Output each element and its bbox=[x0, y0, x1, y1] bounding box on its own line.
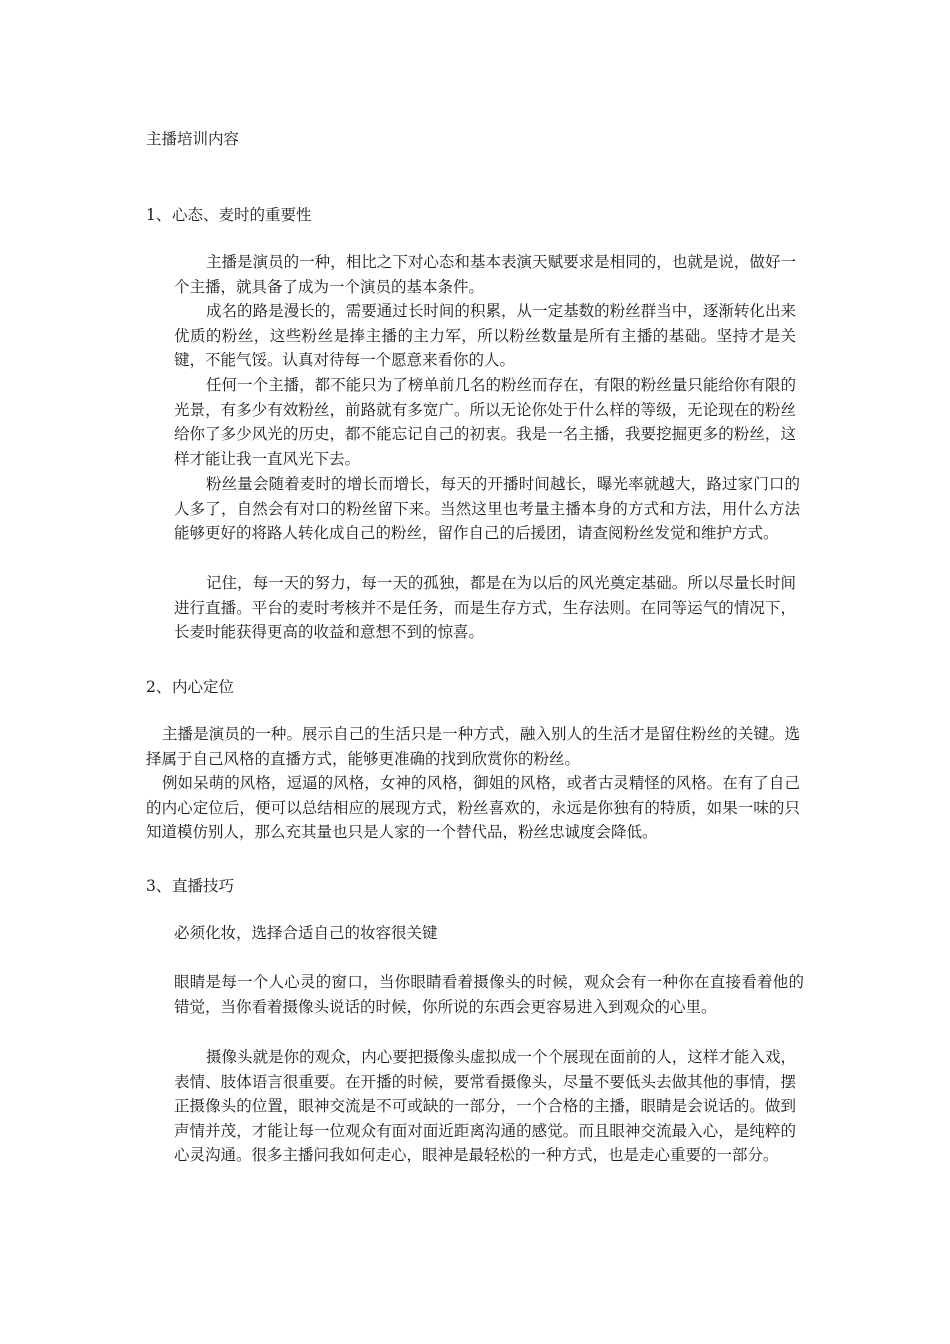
section-heading bbox=[146, 874, 234, 896]
paragraph: 粉丝量会随着麦时的增长而增长，每天的开播时间越长，曝光率就越大，路过家门口的人多了，自然会有对口的粉丝留下来。当然这里也考量主播本身的方式和方法，用什么方法能够更好的将路人转化成自己的粉丝，留作自己的后援团，请查阅粉丝发觉和维护方式。 bbox=[174, 475, 800, 542]
paragraph: 主播是演员的一种。展示自己的生活只是一种方式，融入别人的生活才是留住粉丝的关键。选择属于自己风格的直播方式，能够更准确的找到欣赏你的粉丝。 bbox=[146, 725, 800, 768]
paragraph: 摄像头就是你的观众，内心要把摄像头虚拟成一个个展现在面前的人，这样才能入戏，表情、肢体语言很重要。在开播的时候，要常看摄像头，尽量不要低头去做其他的事情，摆正摄像头的位置，眼神交流是不可或缺的一部分，一个合格的主播，眼睛是会说话的。做到声情并茂，才能让每一位观众有面对面近距离沟通的感觉。而且眼神交流最入心，是纯粹的心灵沟通。很多主播问我如何走心，眼神是最轻松的一种方式，也是走心重要的一部分。 bbox=[174, 1048, 796, 1164]
paragraph: 记住，每一天的努力，每一天的孤独，都是在为以后的风光奠定基础。所以尽量长时间进行直播。平台的麦时考核并不是任务，而是生存方式，生存法则。在同等运气的情况下，长麦时能获得更高的收益和意想不到的惊喜。 bbox=[174, 574, 796, 641]
paragraph: 任何一个主播，都不能只为了榜单前几名的粉丝而存在，有限的粉丝量只能给你有限的光景，有多少有效粉丝，前路就有多宽广。所以无论你处于什么样的等级，无论现在的粉丝给你了多少风光的历史，都不能忘记自己的初衷。我是一名主播，我要挖掘更多的粉丝，这样才能让我一直风光下去。 bbox=[174, 376, 796, 468]
section-number: 2、 bbox=[146, 678, 172, 696]
paragraph: 眼睛是每一个人心灵的窗口，当你眼睛看着摄像头的时候，观众会有一种你在直接看着他的错觉，当你看着摄像头说话的时候，你所说的东西会更容易进入到观众的心里。 bbox=[174, 973, 804, 1016]
section-title: 心态、麦时的重要性 bbox=[172, 206, 312, 224]
paragraph: 主播是演员的一种，相比之下对心态和基本表演天赋要求是相同的，也就是说，做好一个主播，就具备了成为一个演员的基本条件。 bbox=[174, 253, 796, 296]
section-title: 内心定位 bbox=[172, 678, 235, 696]
document-title: 主播培训内容 bbox=[146, 130, 240, 148]
section-heading bbox=[146, 203, 312, 225]
paragraph: 成名的路是漫长的，需要通过长时间的积累，从一定基数的粉丝群当中，逐渐转化出来优质的粉丝，这些粉丝是捧主播的主力军，所以粉丝数量是所有主播的基础。坚持才是关键，不能气馁。认真对待每一个愿意来看你的人。 bbox=[174, 302, 796, 369]
paragraph: 例如呆萌的风格，逗逼的风格，女神的风格，御姐的风格，或者古灵精怪的风格。在有了自己的内心定位后，便可以总结相应的展现方式，粉丝喜欢的，永远是你独有的特质，如果一味的只知道模仿别人，那么充其量也只是人家的一个替代品，粉丝忠诚度会降低。 bbox=[146, 774, 800, 841]
section-number: 3、 bbox=[146, 877, 172, 895]
paragraph: 必须化妆，选择合适自己的妆容很关键 bbox=[174, 924, 438, 942]
section-title: 直播技巧 bbox=[172, 877, 235, 895]
section-heading bbox=[146, 675, 234, 697]
section-number: 1、 bbox=[146, 206, 172, 224]
